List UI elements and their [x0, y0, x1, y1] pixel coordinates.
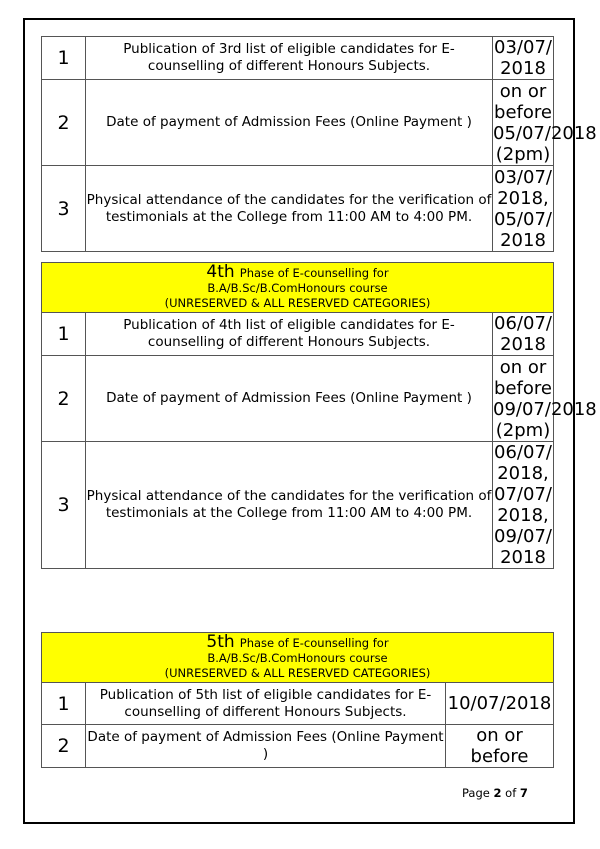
of-word: of	[505, 786, 517, 800]
phase-header	[42, 633, 554, 683]
event-date: on or before 09/07/2018 (2pm)	[493, 356, 597, 441]
phase-number: 4th	[206, 262, 235, 282]
row-number: 2	[42, 80, 86, 166]
table-row	[42, 356, 554, 442]
table-row	[42, 725, 554, 768]
schedule-table-4th-phase	[41, 262, 597, 569]
phase-course: B.A/B.Sc/B.ComHonours course	[207, 281, 388, 295]
row-number: 1	[42, 37, 86, 80]
row-number: 2	[42, 356, 86, 442]
row-number: 3	[42, 166, 86, 252]
table-row	[42, 313, 554, 356]
current-page-number: 2	[493, 786, 502, 800]
event-description: Physical attendance of the candidates for the verification of testimonials at the College from 11:00 AM to 4:00 PM.	[86, 166, 493, 252]
phase-header-row	[42, 263, 554, 313]
event-date: 06/07/2018, 07/07/2018, 09/07/2018	[494, 442, 552, 568]
table-row	[42, 80, 554, 166]
event-description: Date of payment of Admission Fees (Online Payment )	[86, 80, 493, 166]
row-number: 1	[42, 313, 86, 356]
phase-header	[42, 263, 554, 313]
schedule-table-3rd-phase	[41, 36, 597, 252]
table-row	[42, 442, 554, 569]
row-number: 3	[42, 442, 86, 569]
page-footer	[462, 786, 528, 800]
phase-course: B.A/B.Sc/B.ComHonours course	[207, 651, 388, 665]
phase-categories: (UNRESERVED & ALL RESERVED CATEGORIES)	[164, 296, 431, 310]
event-description: Publication of 4th list of eligible candidates for E-counselling of different Honours Subjects.	[86, 313, 493, 356]
event-description: Publication of 3rd list of eligible candidates for E-counselling of different Honours Subjects.	[86, 37, 493, 80]
event-description: Physical attendance of the candidates for the verification of testimonials at the College from 11:00 AM to 4:00 PM.	[86, 442, 493, 569]
event-date: 10/07/2018	[446, 683, 554, 725]
event-date: 03/07/2018, 05/07/2018	[494, 166, 552, 251]
row-number: 1	[42, 683, 86, 725]
page-word: Page	[462, 786, 490, 800]
table-row	[42, 683, 554, 725]
table-row	[42, 37, 554, 80]
phase-header-row	[42, 633, 554, 683]
total-pages-number: 7	[519, 786, 528, 800]
event-date: on or before 05/07/2018 (2pm)	[493, 80, 597, 165]
event-date: on or before	[446, 725, 554, 768]
event-description: Date of payment of Admission Fees (Online Payment )	[86, 356, 493, 442]
event-date: 03/07/2018	[494, 37, 552, 79]
table-row	[42, 166, 554, 252]
phase-title: Phase of E-counselling for	[239, 266, 389, 280]
row-number: 2	[42, 725, 86, 768]
event-description: Date of payment of Admission Fees (Online Payment )	[86, 725, 446, 768]
phase-categories: (UNRESERVED & ALL RESERVED CATEGORIES)	[164, 666, 431, 680]
phase-number: 5th	[206, 632, 235, 652]
phase-title: Phase of E-counselling for	[239, 636, 389, 650]
event-date: 06/07/2018	[494, 313, 552, 355]
event-description: Publication of 5th list of eligible candidates for E-counselling of different Honours Subjects.	[86, 683, 446, 725]
schedule-table-5th-phase	[41, 632, 554, 768]
